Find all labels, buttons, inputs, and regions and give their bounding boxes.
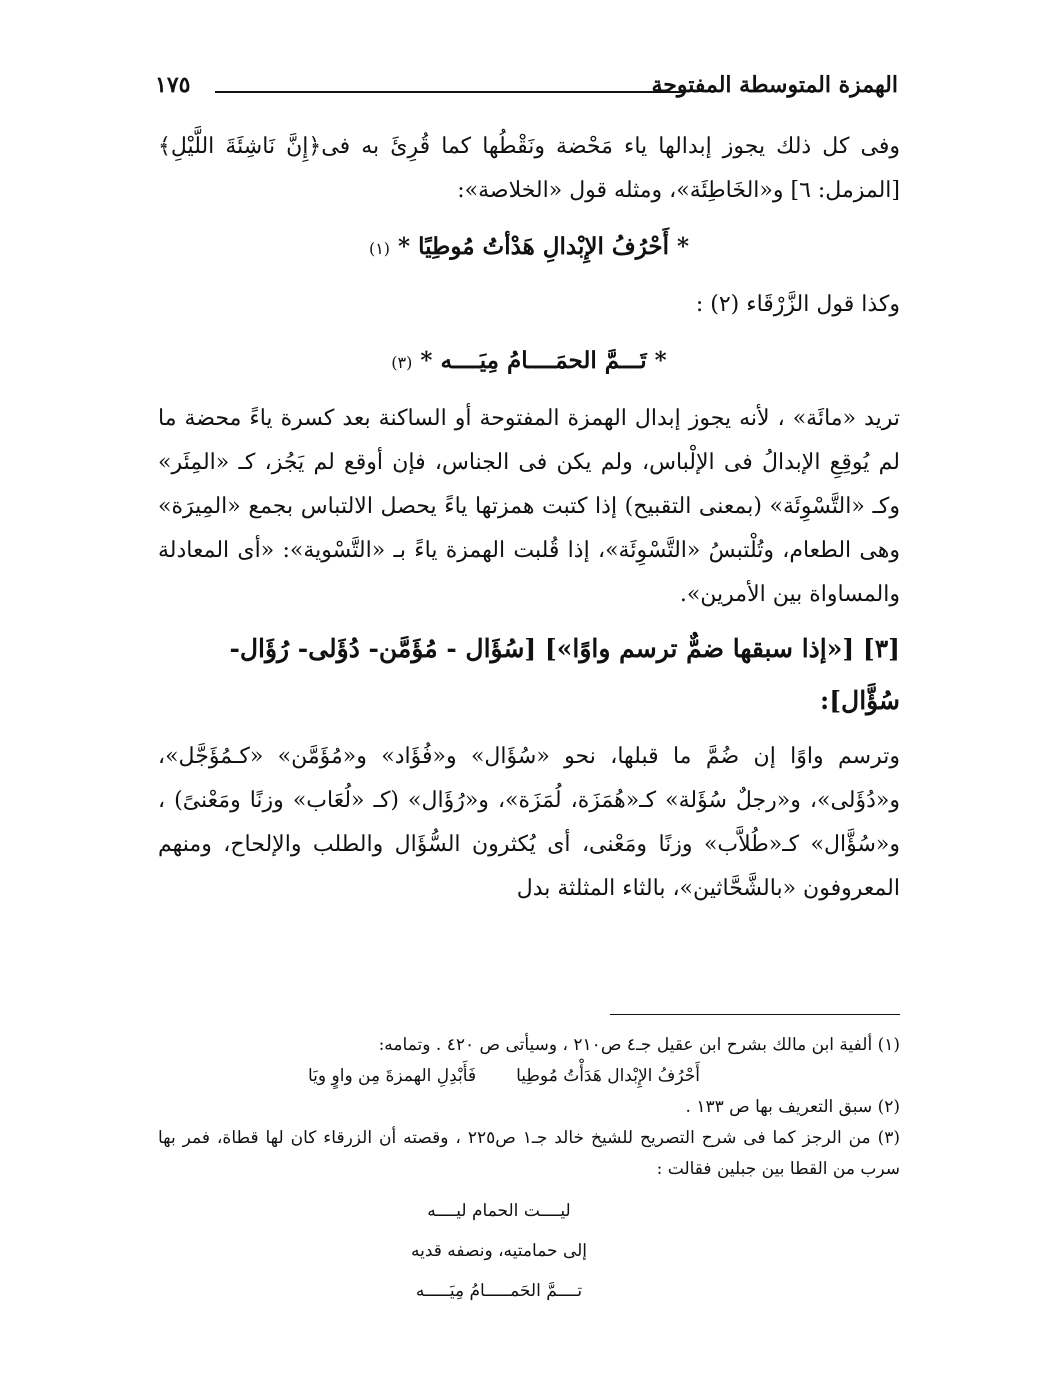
- footnote-1-verse-first-half: أَحْرُفُ الإِبْدال هَدَأْتُ مُوطِيا: [516, 1066, 701, 1086]
- verse-1-text: * أَحْرُفُ الإِبْدالِ هَدْأتُ مُوطِيًا *: [398, 233, 690, 260]
- footnotes: [158, 1030, 900, 1311]
- verse-2-text: * تَـــمَّ الحمَــــامُ مِيَــــه *: [420, 347, 667, 374]
- footnote-3-poem: [158, 1191, 840, 1311]
- footnote-1: (١) ألفية ابن مالك بشرح ابن عقيل جـ٤ ص٢١٠ ، وسيأتى ص ٤٢٠ . وتمامه:: [378, 1035, 900, 1055]
- verse-1-footnote-ref: (١): [368, 239, 391, 258]
- main-text: [158, 125, 900, 911]
- paragraph-2: وكذا قول الزَّرْقَاء (٢) :: [695, 292, 900, 317]
- poem-line-2: إلى حمامتيه، ونصفه قديه: [410, 1241, 588, 1261]
- paragraph-3: تريد «مائَة» ، لأنه يجوز إبدال الهمزة المفتوحة أو الساكنة بعد كسرة ياءً محضة ما لم يُوقِعِ الإبدالُ فى الإلْباس، ولم يكن فى الجناس، فإن أوقع لم يَجُز، كـ «المِئَر» وكـ «التَّسْوِئَة» (بمعنى التقبيح) إذا كتبت همزتها ياءً يحصل الالتباس بجمع «المِيرَة» وهى الطعام، وتُلْتبسُ «التَّسْوِئَة»، إذا قُلبت الهمزة ياءً بـ «التَّسْوية»: «أى المعادلة والمساواة بين الأمرين».: [158, 406, 900, 607]
- poem-line-1: ليــــت الحمام ليــــه: [427, 1201, 571, 1221]
- paragraph-1: وفى كل ذلك يجوز إبدالها ياء مَحْضة ونَقْطُها كما قُرِئَ به فى﴿إِنَّ نَاشِئَةَ اللَّيْلِ﴾ [المزمل: ٦] و«الخَاطِئَة»، ومثله قول «الخلاصة»:: [158, 134, 900, 203]
- verse-line-2: [158, 331, 900, 393]
- section-heading: [٣] [«إذا سبقها ضمٌّ ترسم واوًا»] [سُؤَال - مُؤَمَّن- دُؤَلى- رُؤَال- سُؤَّال]:: [229, 634, 900, 715]
- page-header: [155, 72, 898, 108]
- paragraph-4: وترسم واوًا إن ضُمَّ ما قبلها، نحو «سُؤَال» و«فُؤَاد» و«مُؤَمَّن» «كـمُؤَجَّل»، و«دُؤَلى»، و«رجلٌ سُؤَلة» كـ«هُمَزَة، لُمَزَة»، و«رُؤَال» (كـ «لُعَاب» وزنًا ومَعْنىً) ، و«سُؤَّال» كـ«طُلاَّب» وزنًا ومَعْنى، أى يُكثرون السُّؤَال والطلب والإلحاح، ومنهم المعروفون «بالشَّحَّاثين»، بالثاء المثلثة بدل: [158, 744, 900, 901]
- verse-2-footnote-ref: (٣): [391, 353, 413, 372]
- footnote-3: (٣) من الرجز كما فى شرح التصريح للشيخ خالد جـ١ ص٢٢٥ ، وقصته أن الزرقاء كان لها قطاة، فمر بها سرب من القطا بين جبلين فقالت :: [158, 1128, 900, 1179]
- poem-line-3: تــــمَّ الحَمـــــامُ مِيَـــــه: [415, 1281, 583, 1301]
- page-number: ١٧٥: [155, 72, 191, 98]
- footnote-1-verse-second-half: فَأَبْدِلِ الهمزةَ مِن واوٍ ويَا: [307, 1066, 477, 1086]
- footnote-1-verse: [158, 1061, 850, 1092]
- footnote-separator: [610, 1014, 900, 1015]
- running-title: الهمزة المتوسطة المفتوحة: [651, 72, 898, 98]
- header-rule: [215, 91, 683, 93]
- verse-line-1: [158, 217, 900, 279]
- footnote-2: (٢) سبق التعريف بها ص ١٣٣ .: [685, 1097, 900, 1117]
